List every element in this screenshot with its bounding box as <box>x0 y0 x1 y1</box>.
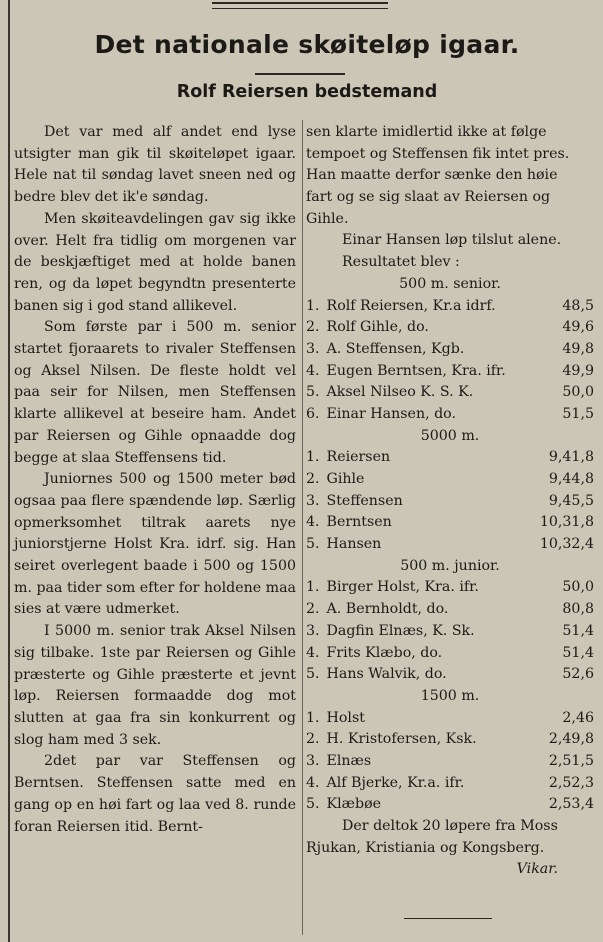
headline-divider-rule <box>255 73 345 75</box>
result-time: 49,6 <box>562 319 594 336</box>
result-name: Rolf Gihle, do. <box>326 319 429 336</box>
result-rank: 4. <box>306 362 320 379</box>
participants-note: Rjukan, Kristiania og Kongsberg. <box>306 839 545 856</box>
result-row <box>306 404 594 426</box>
result-time: 80,8 <box>562 601 594 618</box>
result-rank: 3. <box>306 752 320 769</box>
continued-line: Gihle. <box>306 210 349 227</box>
result-entry <box>306 643 442 665</box>
result-time: 49,8 <box>562 340 594 357</box>
result-name: Gihle <box>326 471 365 487</box>
continued-line: tempoet og Steffensen fik intet pres. <box>306 145 570 162</box>
result-row <box>306 339 594 361</box>
result-entry <box>306 621 475 643</box>
result-name: Rolf Reiersen, Kr.a idrf. <box>326 297 496 314</box>
result-rank: 6. <box>306 405 320 422</box>
result-row <box>306 296 594 318</box>
result-rank: 1. <box>306 709 320 726</box>
result-name: Elnæs <box>326 752 372 769</box>
result-rank: 5. <box>306 666 320 683</box>
result-entry <box>306 794 381 816</box>
result-entry <box>306 577 479 599</box>
result-row <box>306 664 594 686</box>
headline: Det nationale skøiteløp igaar. <box>94 30 520 59</box>
result-row <box>306 708 594 730</box>
result-time: 50,0 <box>562 579 594 596</box>
result-time: 48,5 <box>562 297 594 314</box>
result-time: 9,41,8 <box>548 449 594 466</box>
result-time: 49,9 <box>562 362 594 379</box>
result-time: 2,46 <box>562 709 594 726</box>
result-row <box>306 599 594 621</box>
paragraph: I 5000 m. senior trak Aksel Nilsen sig tilbake. 1ste par Reiersen og Gihle præsterte og Gihle præsterte et jevnt løp. Reiersen formaadde dog mot slutten at gaa fra sin konkurrent og slog ham med 3 sek. <box>14 623 296 748</box>
result-rank: 3. <box>306 340 320 357</box>
result-entry <box>306 599 448 621</box>
result-entry <box>306 361 506 383</box>
result-rank: 4. <box>306 774 320 791</box>
results-section-heading: 500 m. senior. <box>399 275 501 292</box>
result-entry <box>306 729 477 751</box>
result-row <box>306 382 594 404</box>
result-rank: 2. <box>306 601 320 618</box>
result-rank: 5. <box>306 796 320 813</box>
end-divider-rule <box>404 918 492 919</box>
result-row <box>306 794 594 816</box>
result-time: 9,45,5 <box>548 492 594 509</box>
result-time: 52,6 <box>562 666 594 683</box>
continued-line: sen klarte imidlertid ikke at følge <box>306 124 547 140</box>
result-row <box>306 512 594 534</box>
result-rank: 1. <box>306 579 320 596</box>
result-name: Dagfin Elnæs, K. Sk. <box>326 622 475 639</box>
author-signoff: Vikar. <box>516 861 558 878</box>
paragraph: Det var med alf andet end lyse utsigter man gik til skøiteløpet igaar. Hele nat til søndag lavet sneen ned og bedre blev det ik'e søndag. <box>14 124 296 206</box>
result-name: A. Steffensen, Kgb. <box>326 340 465 357</box>
closing-note: Einar Hansen løp tilslut alene. <box>342 232 562 249</box>
result-row <box>306 534 594 556</box>
result-row <box>306 621 594 643</box>
paragraph: 2det par var Steffensen og Berntsen. Steffensen satte med en gang op en høi fart og laa ved 8. runde foran Reiersen itid. Bernt- <box>14 753 296 835</box>
result-entry <box>306 404 456 426</box>
result-time: 2,51,5 <box>548 752 594 769</box>
result-entry <box>306 534 381 556</box>
result-name: A. Bernholdt, do. <box>326 601 449 618</box>
result-time: 2,49,8 <box>548 731 594 748</box>
paragraph: Men skøiteavdelingen gav sig ikke over. Helt fra tidlig om morgenen var de beskjæftiget med at holde banen ren, og da løpet begyndtn presenterte banen sig i god stand allikevel. <box>14 210 296 314</box>
result-name: Birger Holst, Kra. ifr. <box>326 579 479 596</box>
result-row <box>306 317 594 339</box>
result-name: Hansen <box>326 536 382 553</box>
result-time: 51,5 <box>562 405 594 422</box>
result-rank: 1. <box>306 297 320 314</box>
result-row <box>306 447 594 469</box>
result-name: Steffensen <box>326 492 403 509</box>
result-time: 2,52,3 <box>548 774 594 791</box>
result-time: 2,53,4 <box>548 796 594 813</box>
result-rank: 3. <box>306 622 320 639</box>
paragraph: Som første par i 500 m. senior startet fjoraarets to rivaler Steffensen og Aksel Nilsen. De fleste holdt vel paa seir for Nilsen, men Steffensen klarte allikevel at beseire ham. Andet par Reiersen og Gihle opnaadde dog begge at slaa Steffensens tid. <box>14 319 296 466</box>
top-divider-rule <box>212 2 388 9</box>
result-name: Holst <box>326 709 365 726</box>
result-name: Hans Walvik, do. <box>326 666 447 683</box>
result-row <box>306 643 594 665</box>
result-rank: 4. <box>306 644 320 661</box>
result-time: 51,4 <box>562 622 594 639</box>
continued-line: fart og se sig slaat av Reiersen og <box>306 189 551 206</box>
result-entry <box>306 339 464 361</box>
result-row <box>306 773 594 795</box>
result-entry <box>306 382 473 404</box>
result-entry <box>306 296 496 318</box>
result-time: 51,4 <box>562 644 594 661</box>
result-name: Aksel Nilseo K. S. K. <box>326 384 474 401</box>
result-name: Frits Klæbo, do. <box>326 644 443 661</box>
result-row <box>306 469 594 491</box>
result-name: Eugen Berntsen, Kra. ifr. <box>326 362 506 379</box>
result-name: Reiersen <box>326 449 391 466</box>
result-name: Berntsen <box>326 514 392 531</box>
result-rank: 3. <box>306 492 320 509</box>
result-row <box>306 577 594 599</box>
result-entry <box>306 708 365 730</box>
result-rank: 5. <box>306 536 320 553</box>
left-column <box>14 122 296 838</box>
result-time: 10,32,4 <box>539 536 594 553</box>
result-rank: 1. <box>306 449 320 466</box>
result-entry <box>306 512 392 534</box>
result-entry <box>306 469 364 491</box>
result-rank: 5. <box>306 384 320 401</box>
result-name: Alf Bjerke, Kr.a. ifr. <box>326 774 465 791</box>
result-entry <box>306 317 429 339</box>
result-row <box>306 491 594 513</box>
result-time: 9,44,8 <box>548 471 594 487</box>
result-name: H. Kristofersen, Ksk. <box>326 731 477 748</box>
results-section-heading: 5000 m. <box>420 427 480 444</box>
result-row <box>306 361 594 383</box>
result-rank: 2. <box>306 731 320 748</box>
result-name: Klæbøe <box>326 796 382 813</box>
continued-line: Han maatte derfor sænke den høie <box>306 167 558 184</box>
results-list <box>306 274 594 816</box>
result-entry <box>306 773 464 795</box>
paragraph: Juniornes 500 og 1500 meter bød ogsaa paa flere spændende løp. Særlig opmerksomhet tiltrak aarets nye juniorstjerne Holst Kra. idrf. sig. Han seiret overlegent baade i 500 og 1500 m. paa tider som efter for holdene maa sies at være udmerket. <box>14 471 297 618</box>
result-time: 50,0 <box>562 384 594 401</box>
results-section-heading: 1500 m. <box>420 687 480 704</box>
result-entry <box>306 447 390 469</box>
result-entry <box>306 751 371 773</box>
results-section-heading: 500 m. junior. <box>400 557 500 574</box>
result-row <box>306 751 594 773</box>
left-border-rule <box>8 0 10 942</box>
participants-note: Der deltok 20 løpere fra Moss <box>342 818 558 834</box>
subheadline: Rolf Reiersen bedstemand <box>176 82 438 102</box>
result-rank: 2. <box>306 319 320 336</box>
result-entry <box>306 664 447 686</box>
right-column <box>306 122 594 881</box>
column-divider-rule <box>302 120 303 935</box>
result-rank: 2. <box>306 471 320 487</box>
result-time: 10,31,8 <box>539 514 594 531</box>
result-entry <box>306 491 403 513</box>
result-row <box>306 729 594 751</box>
results-label: Resultatet blev : <box>342 254 460 271</box>
result-rank: 4. <box>306 514 320 531</box>
result-name: Einar Hansen, do. <box>326 405 456 422</box>
